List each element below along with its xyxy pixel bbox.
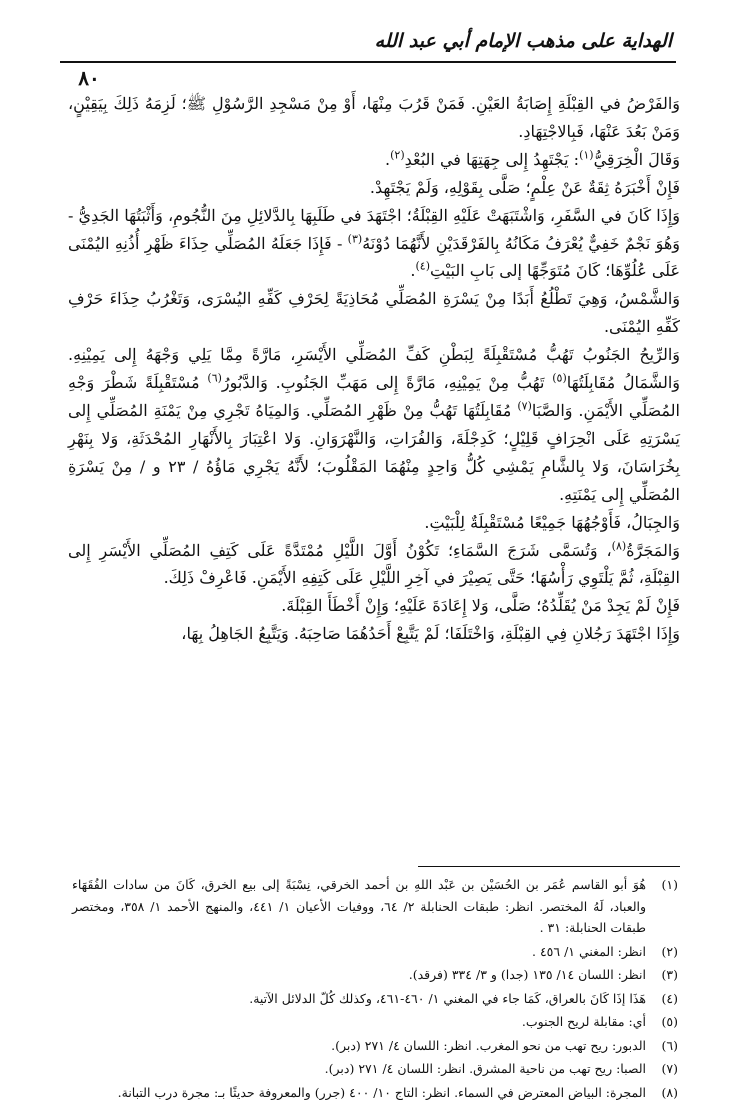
footnote: (٦)الدبور: ريح تهب من نحو المغرب. انظر: اللسان ٤/ ٢٧١ (دبر). <box>72 1035 678 1057</box>
header-divider <box>60 61 676 63</box>
page-number: ٨٠ <box>78 66 100 90</box>
footnote: (٤)هَذَا إذَا كَانَ بالعراق، كَمَا جاء في المغني ١/ ٤٦٠-٤٦١، وكذلك كُلّ الدلائل الآتية. <box>72 988 678 1010</box>
main-text <box>68 90 680 648</box>
paragraph: وَالفَرْضُ في القِبْلَةِ إِصَابَةُ العَيْنِ. فَمَنْ قَرُبَ مِنْهَا، أَوْ مِنْ مَسْجِدِ الرَّسُوْلِ ﷺ؛ لَزِمَهُ ذَلِكَ بِيَقِيْنٍ، وَمَنْ بَعُدَ عَنْهَا، فَبِالاجْتِهَادِ. <box>68 94 681 141</box>
footnote-number: (١) <box>661 877 678 892</box>
footnote-number: (٣) <box>661 967 678 982</box>
paragraph: وَإِذَا كَانَ في السَّفَرِ، وَاشْتَبَهَتْ عَلَيْهِ القِبْلَةُ؛ اجْتَهَدَ في طَلَبِهَا بِالدَّلائِلِ مِنَ النُّجُومِ، وَأَثْبَتُهَا الجَدِيُّ - وَهُوَ نَجْمٌ خَفِيٌّ يُعْرَفُ مَكَانُهُ بِالفَرْقَدَيْنِ لأَنَّهُمَا دُوْنَهُ$^{(٣)}$ - فَإِذَا جَعَلَهُ المُصَلِّي حِذَاءَ ظَهْرِ أُذُنِهِ اليُمْنَى عَلَى عُلُوِّهَا؛ كَانَ مُتَوَجِّهًا إلى بَابِ البَيْتِ$^{(٤)}$. <box>68 205 681 281</box>
paragraph: فَإِنْ لَمْ يَجِدْ مَنْ يُقَلِّدُهُ؛ صَلَّى، وَلا إِعَادَةَ عَلَيْهِ؛ وَإِنْ أَخْطَأَ القِبْلَةَ. <box>281 596 680 616</box>
running-header-title: الهداية على مذهب الإمام أبي عبد الله <box>374 30 672 52</box>
footnote-number: (٨) <box>661 1084 678 1100</box>
paragraph: وَالرِّيحُ الجَنُوبُ تَهُبُّ مُسْتَقْبِلَةً لِبَطْنِ كَفِّ المُصَلِّي الأَيْسَرِ، مَارَّةً مِمَّا يَلِي وَجْهَهُ إِلى يَمِيْنِهِ. وَالشَّمَالُ مُقَابِلَتُهَا$^{(٥)}$ تَهُبُّ مِنْ يَمِيْنِهِ، مَارَّةً إِلى مَهَبِّ الجَنُوبِ. وَالدَّبُورُ$^{(٦)}$ مُسْتَقْبِلَةً شَطْرَ وَجْهِ المُصَلِّي الأَيْمَنِ. وَالصَّبَا$^{(٧)}$ مُقَابِلَتُهَا تَهُبُّ مِنْ ظَهْرِ المُصَلِّي. وَالمِيَاهُ تَجْرِي مِنْ يَمْنَةِ المُصَلِّي إِلى يَسْرَتِهِ عَلَى انْحِرَافٍ قَلِيْلٍ؛ كَدِجْلَةَ، وَالفُرَاتِ، وَالنَّهْرَوَانِ. وَلا اعْتِبَارَ بِالأَنْهَارِ المُحْدَثَةِ، وَلا بِنَهْرِ بِخُرَاسَانَ، وَلا بِالشَّامِ يَمْشِي كُلُّ وَاحِدٍ مِنْهُمَا المَقْلُوبَ؛ لأَنَّهُ يَجْرِي مَاؤُهُ / ٢٣ و / مِنْ يَسْرَةِ المُصَلِّي إِلى يَمْنَتِهِ. <box>68 345 681 504</box>
paragraph: وَالشَّمْسُ، وَهِيَ تَطْلُعُ أَبَدًا مِنْ يَسْرَةِ المُصَلِّي مُحَاذِيَةً لِحَرْفِ كَفِّهِ اليُسْرَى، وَتَغْرُبُ حِذَاءَ حَرْفِ كَفِّهِ اليُمْنَى. <box>68 289 680 337</box>
footnote: (٧)الصبا: ريح تهب من ناحية المشرق. انظر: اللسان ٤/ ٢٧١ (دبر). <box>72 1058 678 1080</box>
paragraph: وَالمَجَرَّةُ$^{(٨)}$، وَتُسَمَّى شَرَجَ السَّمَاءِ؛ تَكُوْنُ أَوَّلَ اللَّيْلِ مُمْتَدَّةً عَلَى كَتِفِ المُصَلِّي الأَيْسَرِ إِلى القِبْلَةِ، ثُمَّ يَلْتَوِي رَأْسُهَا؛ حَتَّى يَصِيْرَ في آخِرِ اللَّيْلِ عَلَى كَتِفِهِ الأَيْمَنِ. فَاعْرِفْ ذَلِكَ. <box>68 539 680 588</box>
footnote-number: (٦) <box>661 1037 678 1053</box>
paragraph: فَإِنْ أَخْبَرَهُ ثِقَةٌ عَنْ عِلْمٍ؛ صَلَّى بِقَوْلِهِ، وَلَمْ يَجْتَهِدْ. <box>369 177 680 197</box>
paragraph: وَإِذَا اجْتَهَدَ رَجُلانِ فِي القِبْلَةِ، وَاخْتَلَفَا؛ لَمْ يَتَّبِعْ أَحَدُهُمَا صَاحِبَهُ. وَيَتَّبِعُ الجَاهِلُ بِهَا، <box>181 624 680 644</box>
footnote-ref: (٤) <box>415 260 431 274</box>
footnote-ref: (١) <box>579 148 594 162</box>
paragraph: وَقَالَ الْخِرَقِيُّ$^{(١)}$: يَجْتَهِدُ إِلى جِهَتِهَا في البُعْدِ$^{(٢)}$. <box>385 148 680 169</box>
footnote-ref: (٥) <box>552 371 567 385</box>
footnote: (٣)انظر: اللسان ١٤/ ١٣٥ (جدا) و ٣/ ٣٣٤ (فرقد). <box>72 964 678 986</box>
footnote-number: (٤) <box>661 990 678 1006</box>
footnote-number: (٢) <box>661 943 678 959</box>
footnote: (٥)أي: مقابلة لريح الجنوب. <box>72 1011 678 1033</box>
paragraph: وَالجِبَالُ، فَأَوْجُهُهَا جَمِيْعًا مُسْتَقْبِلَةٌ لِلْبَيْتِ. <box>424 512 680 532</box>
footnote-ref: (٣) <box>347 232 363 246</box>
footnote-ref: (٢) <box>390 148 405 162</box>
footnote-ref: (٧) <box>517 399 532 413</box>
footnote-number: (٧) <box>661 1061 678 1076</box>
footnotes <box>72 874 678 1105</box>
footnote: (١)هُوَ أبو القاسم عُمَر بن الحُسَيْن بن عَبْد اللهِ بن أحمد الخرقي، نِسْبَةً إلى بيع الخرق، كَانَ من سادات الفُقَهَاء والعباد، لَهُ المختصر. انظر: طبقات الحنابلة ٢/ ٦٤، ووفيات الأعيان ١/ ٤٤١، والمنهج الأحمد ١/ ٣٥٨، ومختصر طبقات الحنابلة: ٣١ . <box>72 874 678 939</box>
footnote-ref: (٦) <box>207 371 222 385</box>
footnote: (٨)المجرة: البياض المعترض في السماء. انظر: التاج ١٠/ ٤٠٠ (جرر) والمعروفة حديثًا بـ: مجرة درب التبانة. <box>72 1082 678 1104</box>
footnote-ref: (٨) <box>611 539 627 553</box>
footnote-divider <box>418 866 680 867</box>
footnote-number: (٥) <box>661 1014 678 1029</box>
footnote: (٢)انظر: المغني ١/ ٤٥٦ . <box>72 941 678 963</box>
